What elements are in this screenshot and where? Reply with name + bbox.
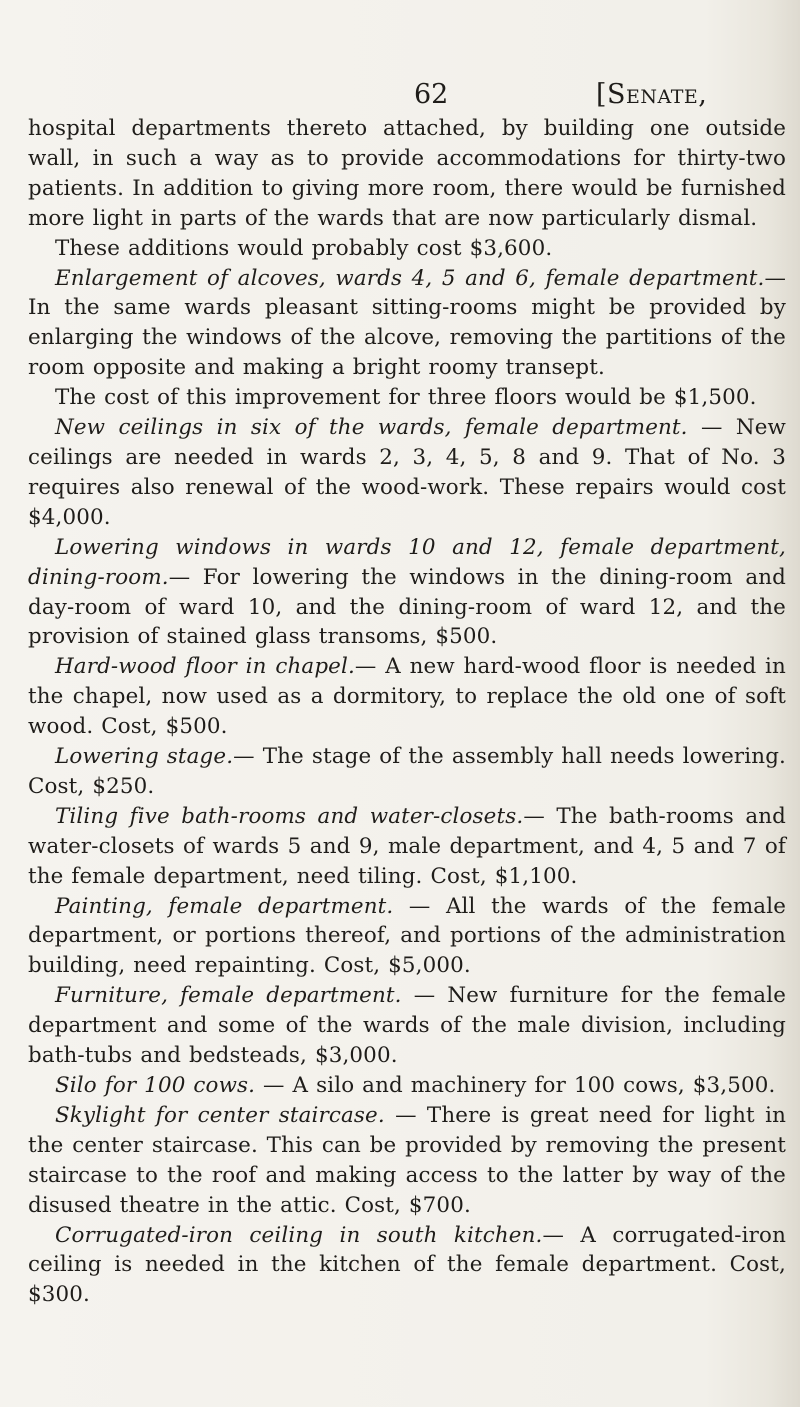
paragraph-text: hospital departments thereto attached, by building one outside wall, in such a way as to provide accommodations for thirty-two patients. In addition to giving more room, there would be furnished more light in parts of the wards that are now particularly dismal.	[28, 116, 786, 231]
paragraph	[28, 1101, 786, 1221]
paragraph-text: — All the wards of the female department, or portions thereof, and portions of the administration building, need repainting. Cost, $5,000.	[28, 893, 787, 979]
paragraph-heading: Lowering windows in wards 10 and 12, female department, dining-room.	[28, 534, 786, 590]
page-header	[0, 78, 800, 112]
paragraph-heading: Tiling five bath-rooms and water-closets.	[55, 803, 524, 829]
paragraph-heading: Enlargement of alcoves, wards 4, 5 and 6, female department.	[55, 265, 765, 291]
paragraph	[28, 1071, 786, 1101]
paragraph	[28, 413, 786, 533]
paragraph-text: — New ceilings are needed in wards 2, 3, 4, 5, 8 and 9. That of No. 3 requires also renewal of the wood-work. These repairs would cost $4,000.	[28, 415, 786, 530]
paragraph-heading: Corrugated-iron ceiling in south kitchen.	[55, 1222, 543, 1248]
paragraph-text: — A new hard-wood floor is needed in the chapel, now used as a dormitory, to replace the old one of soft wood. Cost, $500.	[28, 654, 786, 740]
paragraph-heading: Furniture, female department.	[55, 983, 402, 1009]
paragraph-heading: Hard-wood floor in chapel.	[55, 654, 355, 680]
paragraph-heading: Lowering stage.	[55, 744, 234, 770]
paragraph-text: — For lowering the windows in the dining-room and day-room of ward 10, and the dining-room of ward 12, and the provision of stained glass transoms, $500.	[28, 564, 786, 650]
paragraph-text: — There is great need for light in the center staircase. This can be provided by removing the present staircase to the roof and making access to the latter by way of the disused theatre in the attic. Cost, $700.	[28, 1102, 786, 1218]
paragraph-text: The cost of this improvement for three floors would be $1,500.	[55, 385, 757, 411]
paragraph-text: These additions would probably cost $3,600.	[55, 235, 553, 261]
paragraph-heading: Skylight for center staircase.	[55, 1102, 385, 1128]
paragraph	[28, 652, 786, 742]
paragraph	[28, 264, 786, 384]
paragraph	[28, 533, 786, 653]
paragraph-heading: Painting, female department.	[55, 893, 394, 919]
paragraph	[28, 981, 786, 1071]
paragraph	[28, 802, 786, 892]
paragraph-text: — A corrugated-iron ceiling is needed in the kitchen of the female department. Cost, $300.	[28, 1222, 786, 1308]
paragraph	[28, 383, 786, 413]
paragraph-text: — A silo and machinery for 100 cows, $3,500.	[255, 1073, 776, 1098]
paragraph-text: — In the same wards pleasant sitting-rooms might be provided by enlarging the windows of the alcove, removing the partitions of the room opposite and making a bright roomy transept.	[28, 265, 786, 381]
running-head	[596, 78, 707, 112]
paragraph	[28, 234, 786, 264]
paragraph-text: — New furniture for the female department and some of the wards of the male division, including bath-tubs and bedsteads, $3,000.	[28, 983, 787, 1069]
page-number: 62	[414, 79, 449, 110]
paragraph-heading: Silo for 100 cows.	[55, 1073, 256, 1098]
paragraph	[28, 742, 786, 802]
paragraph	[28, 1221, 786, 1311]
running-head-bracket: [	[596, 79, 608, 110]
running-head-text: Senate,	[607, 79, 708, 110]
paragraph	[28, 114, 786, 234]
paragraph-heading: New ceilings in six of the wards, female department.	[55, 415, 688, 441]
paragraph-text: — The stage of the assembly hall needs lowering. Cost, $250.	[28, 744, 786, 799]
paragraph	[28, 892, 786, 982]
paragraph-text: — The bath-rooms and water-closets of wards 5 and 9, male department, and 4, 5 and 7 of the female department, need tiling. Cost, $1,100.	[28, 803, 786, 889]
body-text	[28, 114, 786, 1310]
